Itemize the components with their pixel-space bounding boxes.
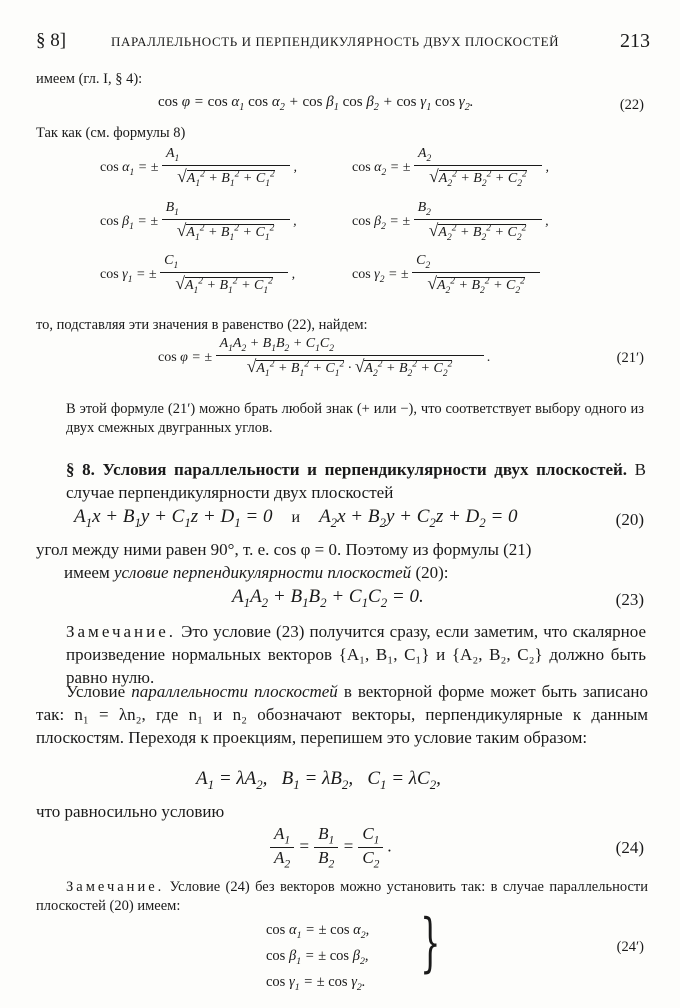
perpendicular-word: имеем [64,563,110,582]
cos-alpha-1: $\cos \alpha_1$ = ± $\frac{A_1}{√A_1^2 + B_1^2 + C_1^2}$ , [100,146,297,189]
equation-20-and: и [291,509,301,526]
remark-24-text: Условие (24) без векторов можно установить так: в случае параллельности плоскостей (20) имеем: [36,879,648,914]
substitution-text: то, подставляя эти значения в равенство (22), найдем: [36,317,368,333]
remark-24-paragraph [36,878,648,916]
intro-line-1: имеем (гл. I, § 4): [36,71,143,87]
equation-22: $\cos \varphi = \cos \alpha_1$ $\cos \alpha_2 + \cos \beta_1$ $\cos \beta_2 + \cos \gamma_1$ $\cos \gamma_2$. [158,94,474,113]
equation-24-prime-number: (24′) [616,939,644,955]
remark-21-prime: В этой формуле (21′) можно брать любой знак (+ или −), что соответствует выбору одного из двух смежных двугранных углов. [66,401,644,436]
cos-alpha-2: $\cos \alpha_2$ = ± $\frac{A_2}{√A_2^2 + B_2^2 + C_2^2}$ , [352,146,549,189]
equation-20: $A_1x + B_1y + C_1z + D_1 = 0$ и $A_2x + B_2y + C_2z + D_2 = 0$ [74,506,518,530]
running-header [36,30,650,54]
right-brace: } [420,906,441,980]
perpendicular-line-2 [36,561,648,584]
equation-projections: $A_1 = \lambda A_2$, $B_1 = \lambda B_2$, $C_1 = \lambda C_2$, [196,768,441,792]
equation-24-prime: $\cos \alpha_1$ = ± $\cos \alpha_2$, $\cos \beta_1$ = ± $\cos \beta_2$, $\cos \gamma_1$ = ± $\cos \gamma_2$. [266,922,370,993]
remark-23-text: Это условие (23) получится сразу, если заметим, что скалярное произведение нормальных векторов {A₁, B₁, C₁} и {A₂, B₂, C₂} должно быть равно нулю. [66,622,647,687]
cos-beta-1: $\cos \beta_1$ = ± $\frac{B_1}{√A_1^2 + B_1^2 + C_1^2}$ , [100,200,297,243]
parallel-word: Условие [66,682,126,701]
cos-beta-2: $\cos \beta_2$ = ± $\frac{B_2}{√A_2^2 + B_2^2 + C_2^2}$ , [352,200,549,243]
perpendicular-line-1: угол между ними равен 90°, т. е. cos φ = 0. Поэтому из формулы (21) [36,540,532,559]
equation-21-prime-number: (21′) [616,350,644,366]
cos-gamma-2: $\cos \gamma_2$ = ± $\frac{C_2}{√A_2^2 + B_2^2 + C_2^2}$ [352,253,540,297]
section-8-intro: В случае перпендикулярности двух плоскостей [66,460,646,502]
page-number: 213 [620,30,650,52]
section-8-paragraph [66,458,646,504]
equation-23: $A_1A_2 + B_1B_2 + C_1C_2 = 0$. [232,586,424,610]
remark-label: Замечание. [66,622,177,641]
equation-22-number: (22) [619,97,644,113]
equation-20-number: (20) [615,510,644,529]
equation-24: $\frac{A_1}{A_2}$ = $\frac{B_1}{B_2}$ = $\frac{C_1}{C_2}$ . [270,824,392,871]
header-title: ПАРАЛЛЕЛЬНОСТЬ И ПЕРПЕНДИКУЛЯРНОСТЬ ДВУХ ПЛОСКОСТЕЙ [111,34,560,49]
section-8-title: § 8. Условия параллельности и перпендикулярности двух плоскостей. [66,460,628,479]
parallel-paragraph [36,680,648,749]
equation-24-number: (24) [615,838,644,857]
remark-24-label: Замечание. [66,879,165,895]
intro-line-2: Так как (см. формулы 8) [36,125,186,141]
equation-23-number: (23) [615,590,644,609]
header-section: § 8] [36,30,67,51]
remark-23-paragraph [66,620,646,689]
perpendicular-paragraph [36,538,648,584]
parallel-text: в векторной форме может быть записано так: n₁ = λn₂, где n₁ и n₂ обозначают векторы, перпендикулярные к данным плоскостям. Переходя к проекциям, перепишем это условие таким образом: [36,682,648,747]
perpendicular-ref: (20): [415,563,449,582]
equivalent-text: что равносильно условию [36,802,225,821]
equation-21-prime: cos φ = ± $\frac{A_1A_2 + B_1B_2 + C_1C_2}{√A_1^2 + B_1^2 + C_1^2 \cdot √A_2^2 + B_2^2 + C_2^2}$ . [158,336,491,379]
parallel-condition-term: параллельности плоскостей [131,682,338,701]
cos-gamma-1: $\cos \gamma_1$ = ± $\frac{C_1}{√A_1^2 + B_1^2 + C_1^2}$ , [100,253,296,296]
perpendicular-condition-term: условие перпендикулярности плоскостей [113,563,412,582]
